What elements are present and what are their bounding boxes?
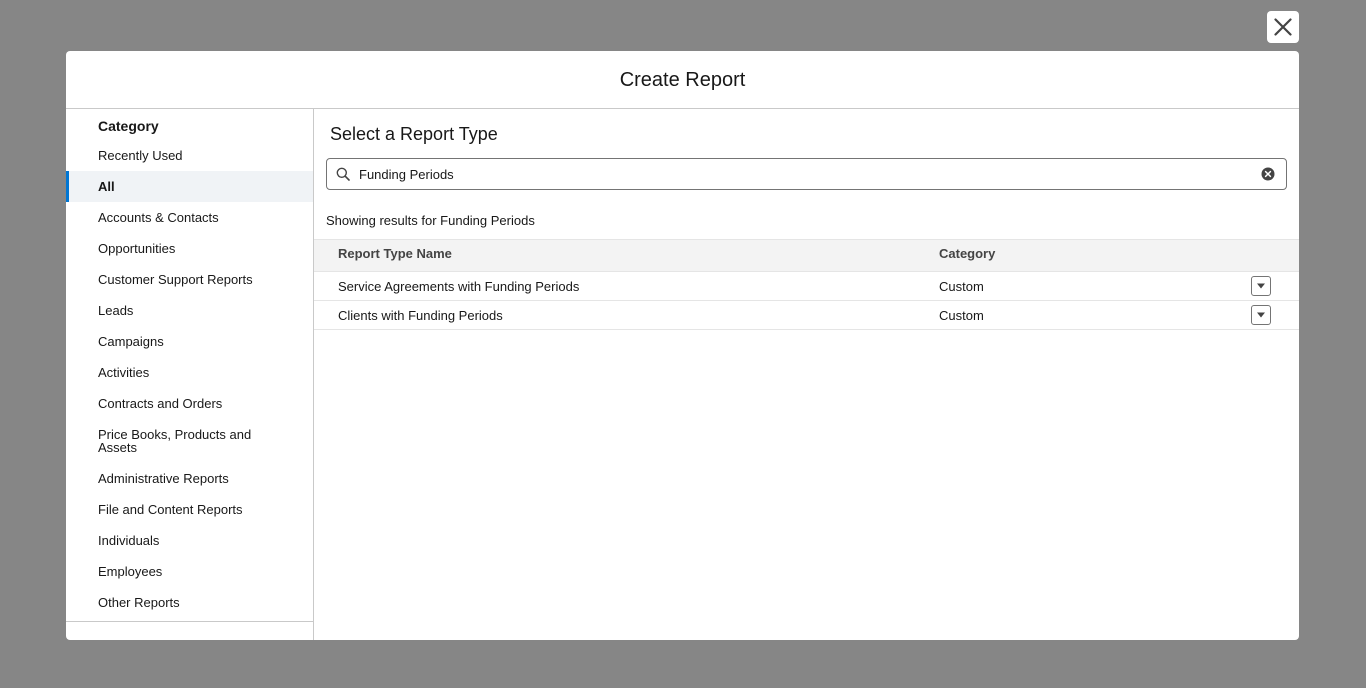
category-list bbox=[66, 140, 313, 618]
close-modal-button[interactable] bbox=[1267, 11, 1299, 43]
modal-header bbox=[66, 51, 1299, 109]
category-item-contracts-orders[interactable]: Contracts and Orders bbox=[98, 396, 223, 411]
report-type-table bbox=[314, 239, 1299, 330]
results-summary: Showing results for Funding Periods bbox=[326, 213, 535, 228]
sidebar-divider bbox=[66, 621, 313, 622]
category-item-opportunities[interactable]: Opportunities bbox=[98, 241, 176, 256]
category-item-campaigns[interactable]: Campaigns bbox=[98, 334, 164, 349]
report-type-name-cell[interactable]: Service Agreements with Funding Periods bbox=[338, 278, 580, 294]
category-cell: Custom bbox=[939, 278, 984, 294]
category-item-other-reports[interactable]: Other Reports bbox=[98, 595, 180, 610]
category-item-employees[interactable]: Employees bbox=[98, 564, 163, 579]
clear-icon bbox=[1261, 167, 1275, 181]
clear-search-button[interactable] bbox=[1250, 159, 1286, 189]
category-item-accounts-contacts[interactable]: Accounts & Contacts bbox=[98, 210, 219, 225]
table-row[interactable] bbox=[314, 272, 1299, 301]
column-header-report-type-name[interactable]: Report Type Name bbox=[338, 246, 452, 261]
search-input[interactable] bbox=[359, 167, 1250, 182]
search-box bbox=[326, 158, 1287, 190]
category-item-administrative-reports[interactable]: Administrative Reports bbox=[98, 471, 229, 486]
column-header-category[interactable]: Category bbox=[939, 246, 996, 261]
category-item-file-content-reports[interactable]: File and Content Reports bbox=[98, 502, 243, 517]
category-sidebar bbox=[66, 109, 314, 640]
sidebar-heading: Category bbox=[98, 118, 159, 134]
search-icon bbox=[327, 167, 359, 181]
category-item-customer-support-reports[interactable]: Customer Support Reports bbox=[98, 272, 253, 287]
category-item-price-books[interactable]: Price Books, Products and Assets bbox=[98, 427, 252, 455]
chevron-down-icon bbox=[1256, 282, 1266, 290]
category-item-leads[interactable]: Leads bbox=[98, 303, 134, 318]
chevron-down-icon bbox=[1256, 311, 1266, 319]
close-icon bbox=[1274, 18, 1292, 36]
category-cell: Custom bbox=[939, 307, 984, 323]
row-actions-button[interactable] bbox=[1251, 305, 1271, 325]
row-actions-button[interactable] bbox=[1251, 276, 1271, 296]
modal-body bbox=[66, 109, 1299, 640]
table-header bbox=[314, 239, 1299, 272]
table-row[interactable] bbox=[314, 301, 1299, 330]
category-item-activities[interactable]: Activities bbox=[98, 365, 150, 380]
report-type-name-cell[interactable]: Clients with Funding Periods bbox=[338, 307, 503, 323]
category-item-individuals[interactable]: Individuals bbox=[98, 533, 160, 548]
create-report-modal bbox=[66, 51, 1299, 640]
report-type-panel bbox=[314, 109, 1299, 640]
category-item-all[interactable]: All bbox=[66, 171, 313, 202]
panel-title: Select a Report Type bbox=[330, 124, 498, 144]
modal-title: Create Report bbox=[619, 69, 746, 91]
category-item-recently-used[interactable]: Recently Used bbox=[98, 148, 183, 163]
